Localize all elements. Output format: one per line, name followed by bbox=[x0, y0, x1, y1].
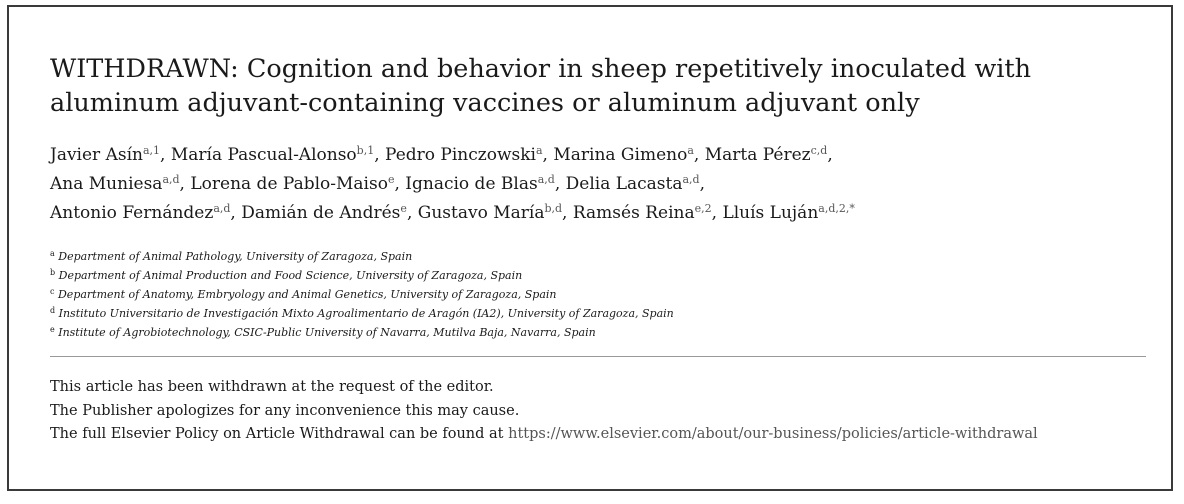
author-sup: e bbox=[387, 173, 395, 186]
author-de-andres[interactable]: Damián de Andrés$^e$ bbox=[241, 202, 407, 223]
author-sup: a,d bbox=[682, 173, 700, 186]
withdrawal-notice bbox=[50, 376, 1150, 447]
author-maria[interactable]: Gustavo María$^{b,d}$ bbox=[417, 202, 563, 223]
author-sup: a,d,2,* bbox=[818, 202, 855, 215]
section-divider bbox=[50, 356, 1146, 357]
author-pascual-alonso[interactable]: María Pascual-Alonso$^{b,1}$ bbox=[170, 144, 375, 165]
author-de-pablo-maiso[interactable]: Lorena de Pablo-Maiso$^e$ bbox=[190, 173, 395, 194]
notice-line-3: The full Elsevier Policy on Article Withdrawal can be found at https://www.elsevier.com/about/our-business/policies/article-withdrawal bbox=[50, 426, 1038, 442]
notice-line-2: The Publisher apologizes for any inconvenience this may cause. bbox=[50, 402, 520, 419]
author-perez[interactable]: Marta Pérez$^{c,d}$ bbox=[704, 144, 828, 165]
article-title: WITHDRAWN: Cognition and behavior in sheep repetitively inoculated with aluminum adjuvant-containing vaccines or aluminum adjuvant only bbox=[50, 54, 1032, 118]
affiliation-e: $^e$ Institute of Agrobiotechnology, CSIC-Public University of Navarra, Mutilva Baja, Navarra, Spain bbox=[50, 325, 596, 339]
author-sup: a bbox=[535, 144, 543, 157]
author-fernandez[interactable]: Antonio Fernández$^{a,d}$ bbox=[50, 202, 231, 223]
affiliation-c: $^c$ Department of Anatomy, Embryology and Animal Genetics, University of Zaragoza, Spain bbox=[50, 287, 557, 301]
author-sup: a,d bbox=[213, 202, 231, 215]
author-muniesa[interactable]: Ana Muniesa$^{a,d}$ bbox=[50, 173, 180, 194]
affiliation-d: $^d$ Instituto Universitario de Investigación Mixto Agroalimentario de Aragón (IA2), University of Zaragoza, Spain bbox=[50, 306, 674, 320]
author-sup: a bbox=[687, 144, 694, 157]
affiliation-list bbox=[50, 247, 1150, 342]
author-sup: b,1 bbox=[356, 144, 375, 157]
author-sup: a,1 bbox=[142, 144, 161, 157]
author-sup: e bbox=[400, 202, 407, 215]
author-reina[interactable]: Ramsés Reina$^{e,2}$ bbox=[572, 202, 712, 223]
author-sup: b,d bbox=[544, 202, 563, 215]
author-lujan[interactable]: Lluís Luján$^{a,d,2,*}$ bbox=[722, 202, 855, 223]
author-de-blas[interactable]: Ignacio de Blas$^{a,d}$ bbox=[405, 173, 555, 194]
author-sup: e,2 bbox=[694, 202, 712, 215]
author-sup: a,d bbox=[537, 173, 555, 186]
author-sup: a,d bbox=[162, 173, 180, 186]
policy-link[interactable]: https://www.elsevier.com/about/our-business/policies/article-withdrawal bbox=[508, 426, 1038, 442]
notice-line-1: This article has been withdrawn at the request of the editor. bbox=[50, 379, 494, 395]
author-asin[interactable]: Javier Asín$^{a,1}$ bbox=[50, 144, 161, 165]
author-gimeno[interactable]: Marina Gimeno$^a$ bbox=[553, 144, 694, 165]
author-lacasta[interactable]: Delia Lacasta$^{a,d}$ bbox=[565, 173, 700, 194]
author-pinczowski[interactable]: Pedro Pinczowski$^a$ bbox=[385, 144, 543, 165]
affiliation-a: $^a$ Department of Animal Pathology, University of Zaragoza, Spain bbox=[50, 249, 413, 263]
author-sup: c,d bbox=[810, 144, 828, 157]
author-list: Javier Asín$^{a,1}$, María Pascual-Alonso$^{b,1}$, Pedro Pinczowski$^a$, Marina Gimeno$^a$, Marta Pérez$^{c,d}$, Ana Muniesa$^{a,d}$, Lorena de Pablo-Maiso$^e$, Ignacio de Blas$^{a,d}$, Delia Lacasta$^{a,d}$, Antonio Fernández$^{a,d}$, Damián de Andrés$^e$, Gustavo María$^{b,d}$, Ramsés Reina$^{e,2}$, Lluís Luján$^{a,d,2,*}$ bbox=[50, 144, 855, 223]
affiliation-b: $^b$ Department of Animal Production and Food Science, University of Zaragoza, Spain bbox=[50, 268, 523, 282]
